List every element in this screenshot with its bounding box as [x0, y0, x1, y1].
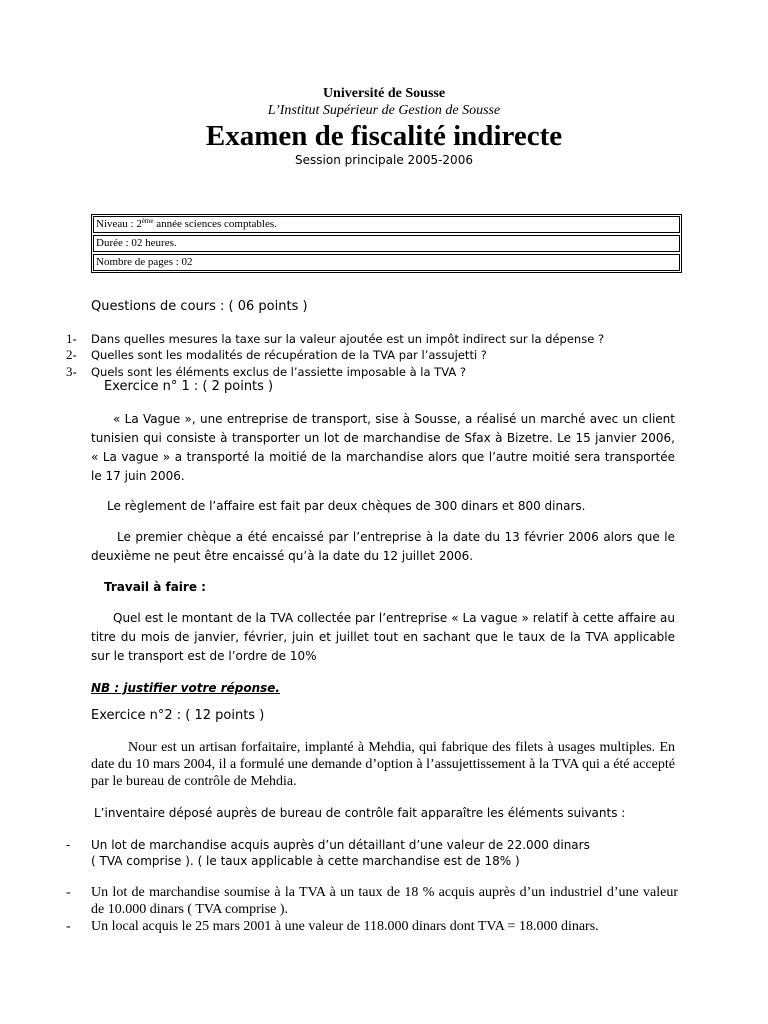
question-3	[66, 364, 466, 380]
bullet-dash: -	[66, 885, 71, 900]
question-2	[66, 347, 487, 363]
university-name: Université de Sousse	[322, 86, 446, 101]
bullet-text-line-1: Un lot de marchandise acquis auprès d’un détaillant d’une valeur de 22.000 dinars	[91, 838, 590, 852]
level-superscript: ème	[141, 217, 154, 225]
question-1	[66, 331, 604, 347]
institute-name: L’Institut Supérieur de Gestion de Sousse	[267, 103, 501, 118]
ex1-paragraph-1: « La Vague », une entreprise de transport, sise à Sousse, a réalisé un marché avec un client tunisien qui consiste à transporter un lot de marchandise de Sfax à Bizetre. Le 15 janvier 2006, « La vague » a transporté la moitié de la marchandise alors que l’autre moitié sera transportée le 17 juin 2006.	[91, 412, 675, 483]
ex1-travail-label: Travail à faire :	[104, 580, 206, 594]
ex1-nb-note: NB : justifier votre réponse.	[91, 681, 280, 695]
ex1-paragraph-3: Le premier chèque a été encaissé par l’entreprise à la date du 13 février 2006 alors que le deuxième ne peut être encaissé qu’à la date du 12 juillet 2006.	[91, 530, 675, 563]
bullet-text: Un local acquis le 25 mars 2001 à une valeur de 118.000 dinars dont TVA = 18.000 dinars.	[91, 919, 599, 934]
ex2-paragraph-1: Nour est un artisan forfaitaire, implanté à Mehdia, qui fabrique des filets à usages multiples. En date du 10 mars 2004, il a formulé une demande d’option à l’assujettissement à la TVA qui a été accepté par le bureau de contrôle de Mehdia.	[91, 740, 675, 789]
question-text: Quels sont les éléments exclus de l’assiette imposable à la TVA ?	[91, 365, 466, 379]
question-number: 2-	[66, 347, 77, 362]
question-number: 3-	[66, 364, 77, 379]
ex2-bullet-1	[66, 837, 678, 869]
cours-heading: Questions de cours : ( 06 points )	[91, 299, 308, 314]
bullet-text-line-2: ( TVA comprise ). ( le taux applicable à cette marchandise est de 18% )	[91, 854, 520, 868]
ex1-paragraph-2: Le règlement de l’affaire est fait par deux chèques de 300 dinars et 800 dinars.	[107, 499, 586, 513]
ex2-bullet-2	[66, 884, 678, 918]
exam-title: Examen de fiscalité indirecte	[205, 120, 563, 152]
ex2-paragraph-2: L’inventaire déposé auprès de bureau de contrôle fait apparaître les éléments suivants :	[94, 806, 626, 820]
bullet-text: Un lot de marchandise soumise à la TVA à un taux de 18 % acquis auprès d’un industriel d’une valeur de 10.000 dinars ( TVA comprise ).	[91, 885, 678, 917]
bullet-dash: -	[66, 838, 71, 852]
exam-info-box	[91, 214, 682, 273]
bullet-dash: -	[66, 919, 71, 934]
ex1-heading: Exercice n° 1 : ( 2 points )	[104, 379, 274, 394]
question-text: Quelles sont les modalités de récupération de la TVA par l’assujetti ?	[91, 348, 487, 362]
level-prefix: Niveau : 2	[96, 218, 142, 230]
ex1-paragraph-4: Quel est le montant de la TVA collectée par l’entreprise « La vague » relatif à cette affaire au titre du mois de janvier, février, juin et juillet tout en sachant que le taux de la TVA applicable sur le transport est de l’ordre de 10%	[91, 611, 675, 663]
session-label: Session principale 2005-2006	[295, 153, 473, 167]
level-row	[93, 216, 680, 233]
question-number: 1-	[66, 331, 77, 346]
pages-row: Nombre de pages : 02	[93, 254, 680, 271]
ex2-bullet-3	[66, 918, 678, 935]
duration-row: Durée : 02 heures.	[93, 235, 680, 252]
question-text: Dans quelles mesures la taxe sur la valeur ajoutée est un impôt indirect sur la dépense ?	[91, 332, 605, 346]
level-suffix: année sciences comptables.	[153, 218, 277, 230]
ex2-heading: Exercice n°2 : ( 12 points )	[91, 708, 265, 723]
